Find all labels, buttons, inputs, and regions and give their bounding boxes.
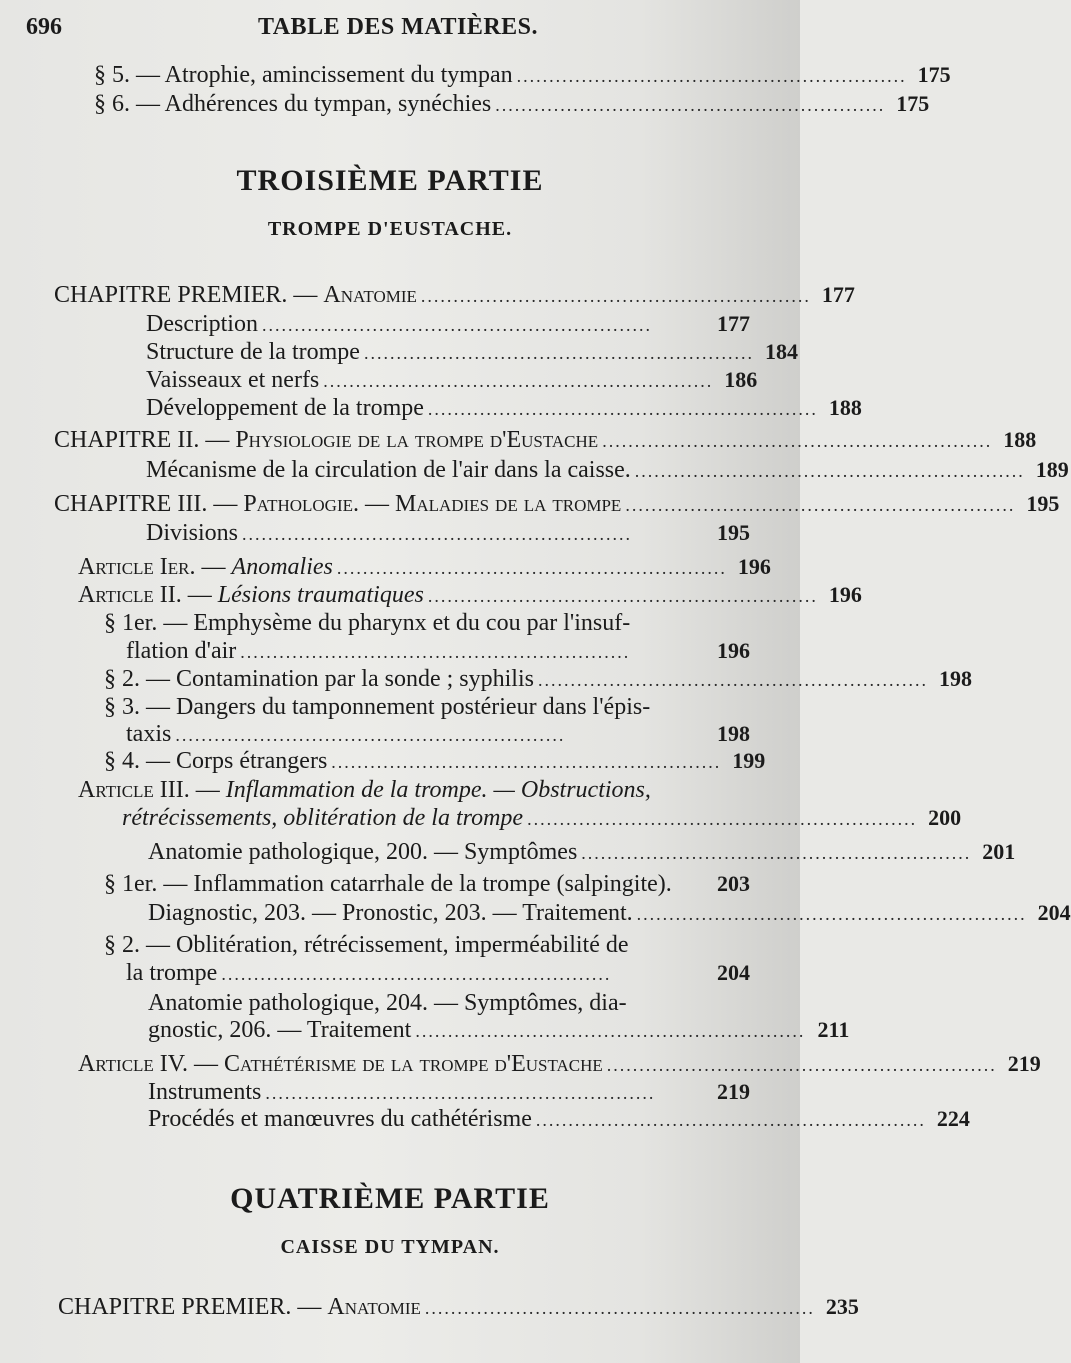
toc-entry: taxis ............................................................ 198 [126,721,750,747]
chapter-entry: CHAPITRE II. — Physiologie de la trompe d'Eustache ............................................................ 188 [54,427,1037,453]
toc-entry: § 6. — Adhérences du tympan, synéchies ............................................................ 175 [94,91,930,117]
toc-entry-line: Anatomie pathologique, 204. — Symptômes, dia- [148,990,627,1016]
toc-entry: Procédés et manœuvres du cathétérisme ............................................................ 224 [148,1106,970,1132]
toc-entry: Développement de la trompe ............................................................ 188 [146,395,862,421]
part-title: QUATRIÈME PARTIE [230,1182,550,1215]
chapter-entry: CHAPITRE PREMIER. — Anatomie ............................................................ 177 [54,282,855,308]
toc-entry: § 2. — Contamination par la sonde ; syphilis ............................................................ 198 [104,666,972,692]
chapter-entry: CHAPITRE PREMIER. — Anatomie ............................................................ 235 [58,1294,859,1320]
running-title: TABLE DES MATIÈRES. [258,14,539,40]
part-title: TROISIÈME PARTIE [236,164,544,197]
chapter-entry: CHAPITRE III. — Pathologie. — Maladies de la trompe ............................................................ 195 [54,491,1060,517]
part-subtitle: CAISSE DU TYMPAN. [280,1236,500,1258]
toc-entry: § 4. — Corps étrangers ............................................................ 199 [104,748,766,774]
toc-entry: Mécanisme de la circulation de l'air dans la caisse. ............................................................ 189 [146,457,1069,483]
toc-entry: Anatomie pathologique, 200. — Symptômes ............................................................ 201 [148,839,1016,865]
toc-entry: § 1er. — Inflammation catarrhale de la trompe (salpingite). 203 [104,871,750,897]
article-entry: Article II. — Lésions traumatiques ............................................................ 196 [78,582,862,608]
part-subtitle: TROMPE D'EUSTACHE. [267,218,513,240]
toc-entry: § 5. — Atrophie, amincissement du tympan ............................................................ 175 [94,62,951,88]
article-entry: Article IV. — Cathétérisme de la trompe d'Eustache ............................................................ 219 [78,1051,1041,1077]
toc-entry: flation d'air ............................................................ 196 [126,638,750,664]
toc-entry: la trompe ............................................................ 204 [126,960,750,986]
dot-leader: ............................................................ [495,95,886,115]
toc-entry: gnostic, 206. — Traitement ............................................................ 211 [148,1017,850,1043]
dot-leader: ............................................................ [516,66,907,86]
running-header [0,14,800,50]
toc-entry: Diagnostic, 203. — Pronostic, 203. — Traitement. ............................................................ 204 [148,900,1071,926]
article-entry: Article Ier. — Anomalies ............................................................ 196 [78,554,771,580]
toc-entry: Vaisseaux et nerfs ............................................................ 186 [146,367,758,393]
section-entry-line: § 1er. — Emphysème du pharynx et du cou par l'insuf- [104,610,631,636]
toc-entry: Structure de la trompe ............................................................ 184 [146,339,798,365]
section-entry-line: § 3. — Dangers du tamponnement postérieur dans l'épis- [104,694,651,720]
toc-entry: Divisions ............................................................ 195 [146,520,750,546]
toc-entry: Instruments ............................................................ 219 [148,1079,750,1105]
article-entry-line: Article III. — Inflammation de la trompe. — Obstructions, [78,777,651,803]
section-entry-line: § 2. — Oblitération, rétrécissement, imperméabilité de [104,932,629,958]
toc-entry: Description ............................................................ 177 [146,311,750,337]
page-number: 696 [26,14,62,40]
article-entry: rétrécissements, oblitération de la trompe ............................................................ 200 [122,805,962,831]
